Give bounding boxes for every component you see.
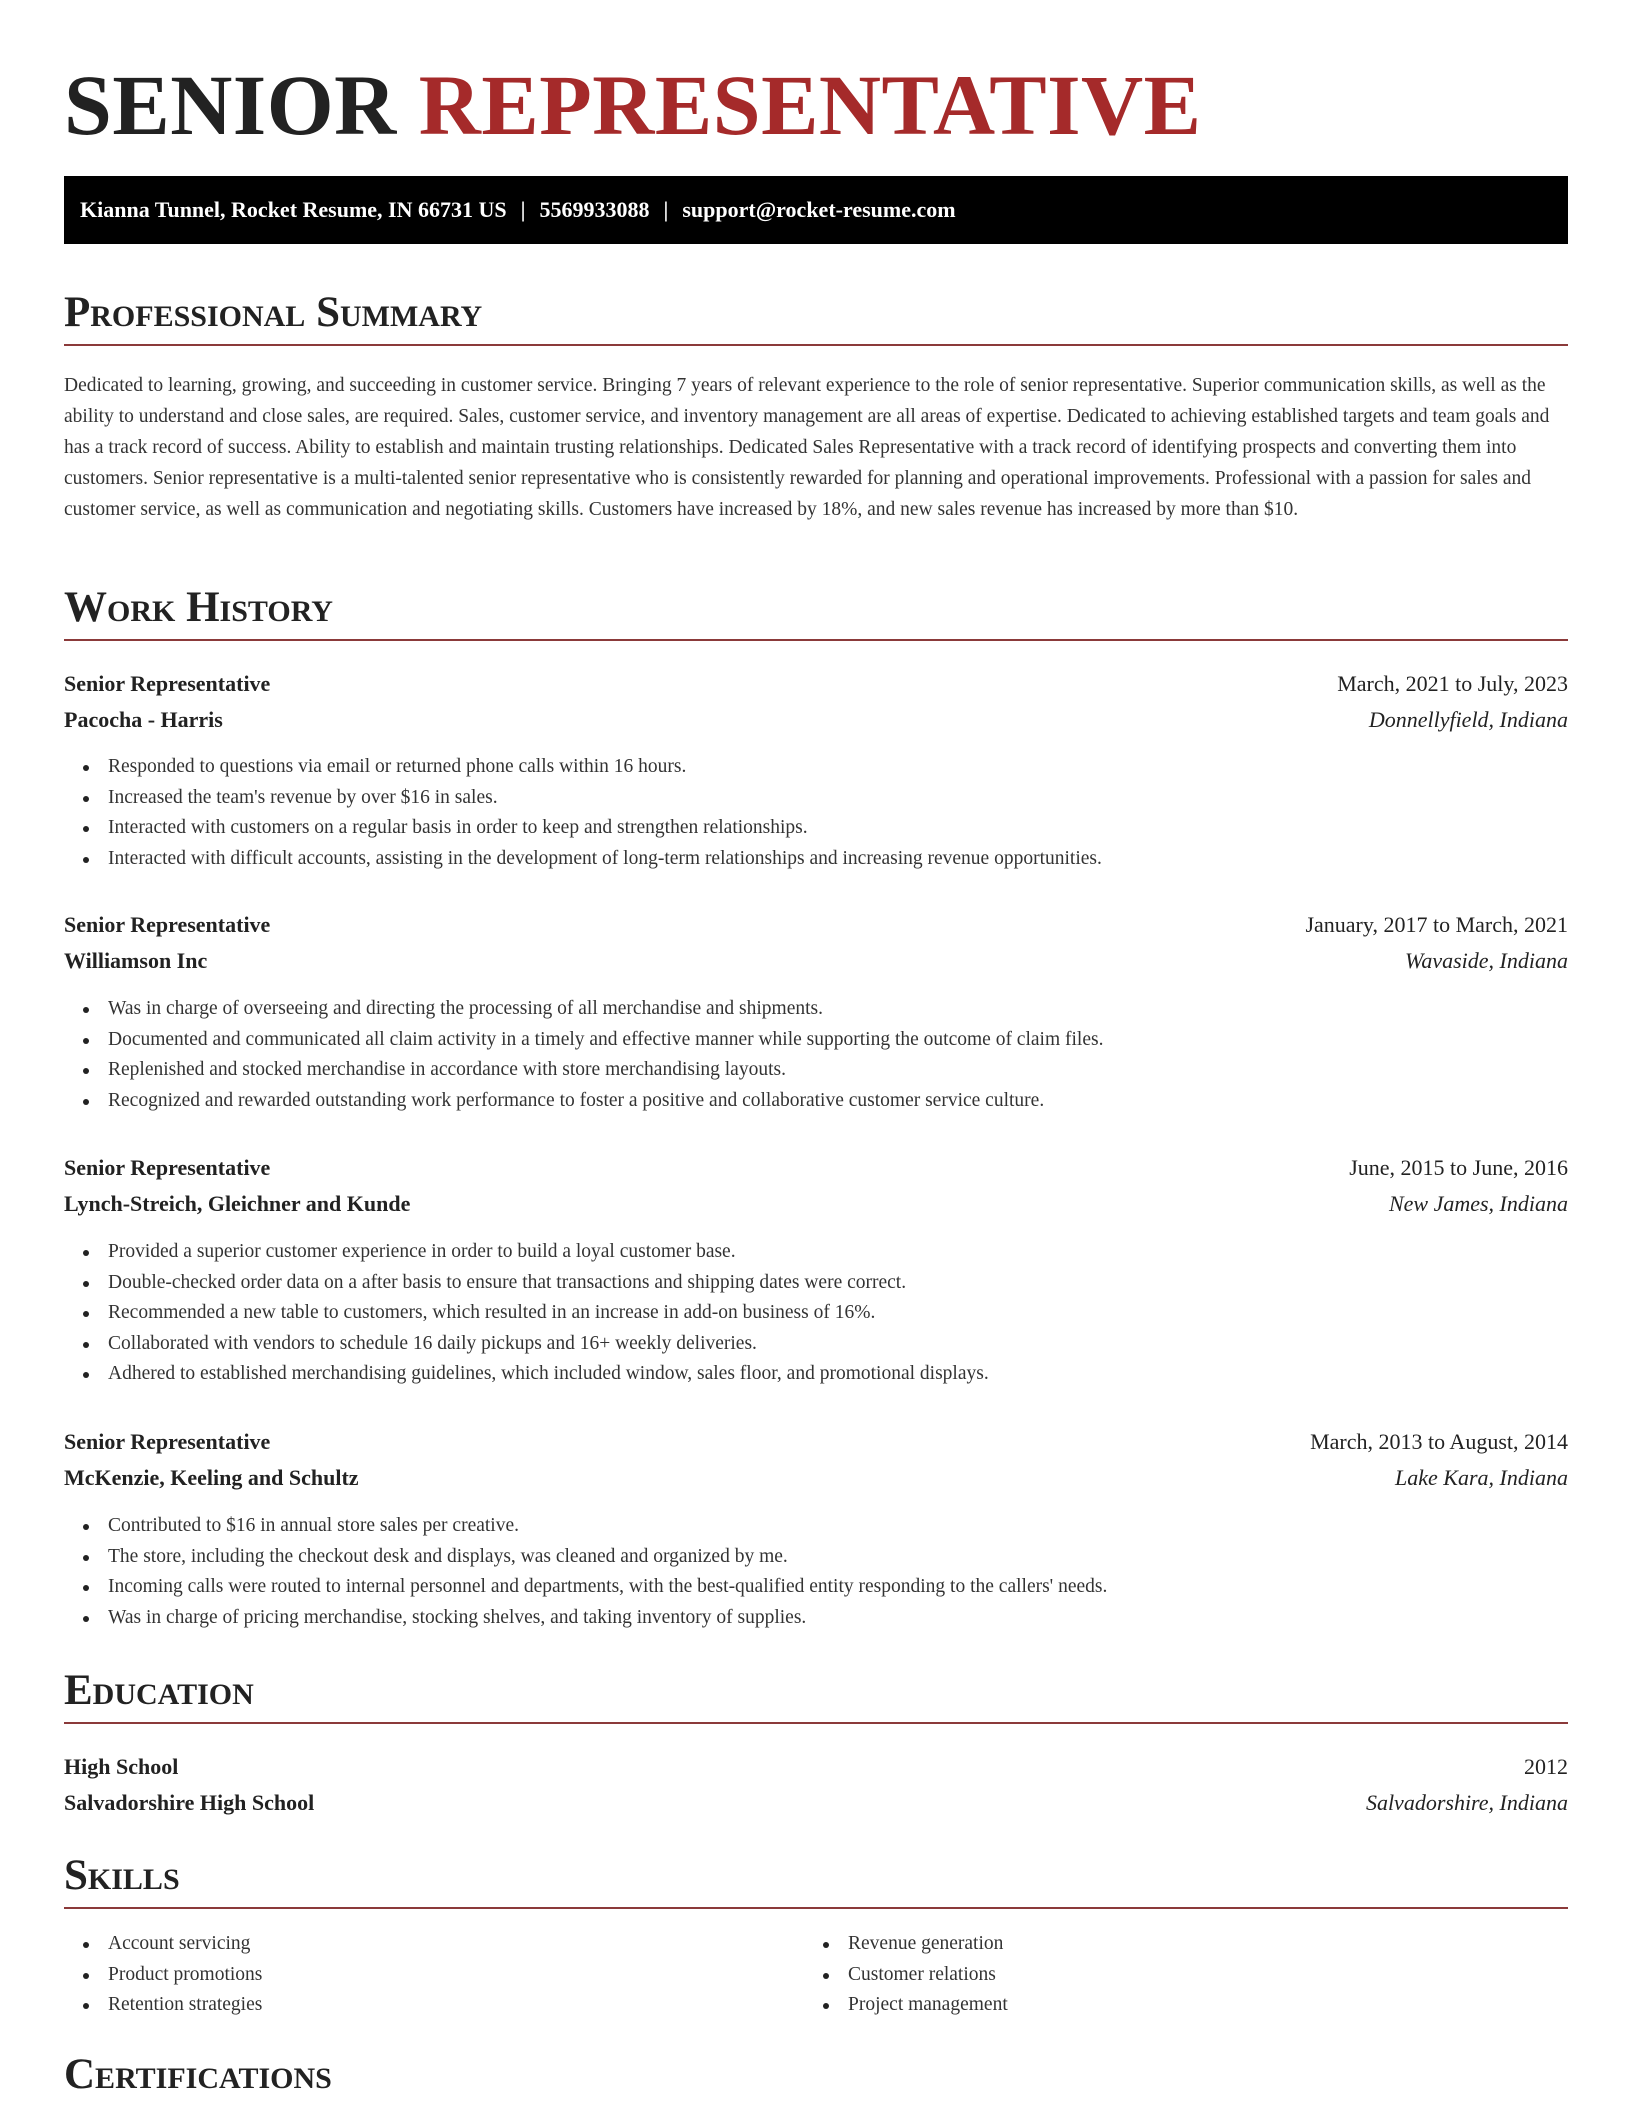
work-history-heading: Work History — [64, 583, 1568, 641]
contact-separator: | — [520, 197, 526, 222]
list-item: Responded to questions via email or returned phone calls within 16 hours. — [64, 752, 1568, 783]
skills-left-list — [64, 1929, 804, 2021]
job-header — [64, 908, 1568, 942]
job-title: Senior Representative — [64, 1429, 271, 1454]
resume-title — [64, 55, 1202, 155]
certifications-heading: Certifications — [64, 2051, 332, 2098]
list-item: Recognized and rewarded outstanding work performance to foster a positive and collaborative customer service culture. — [64, 1086, 1568, 1117]
skills-heading: Skills — [64, 1851, 1568, 1909]
education-heading: Education — [64, 1666, 1568, 1724]
list-item: Incoming calls were routed to internal personnel and departments, with the best-qualified entity responding to the callers' needs. — [64, 1572, 1568, 1603]
job-dates: June, 2015 to June, 2016 — [1349, 1155, 1568, 1180]
job-bullets — [64, 1237, 1568, 1390]
list-item: Revenue generation — [804, 1929, 1568, 1960]
job-location: Wavaside, Indiana — [1405, 948, 1568, 973]
list-item: Double-checked order data on a after basis to ensure that transactions and shipping dates were correct. — [64, 1268, 1568, 1299]
list-item: Adhered to established merchandising guidelines, which included window, sales floor, and promotional displays. — [64, 1359, 1568, 1390]
job-location: Lake Kara, Indiana — [1395, 1465, 1568, 1490]
list-item: Contributed to $16 in annual store sales per creative. — [64, 1511, 1568, 1542]
job-company-row — [64, 1187, 1568, 1221]
job-dates: March, 2021 to July, 2023 — [1337, 671, 1568, 696]
list-item: Collaborated with vendors to schedule 16 daily pickups and 16+ weekly deliveries. — [64, 1329, 1568, 1360]
list-item: Was in charge of overseeing and directing the processing of all merchandise and shipments. — [64, 994, 1568, 1025]
job-bullets — [64, 752, 1568, 874]
job-header — [64, 667, 1568, 701]
list-item: Interacted with difficult accounts, assisting in the development of long-term relationships and increasing revenue opportunities. — [64, 844, 1568, 875]
list-item: Provided a superior customer experience in order to build a loyal customer base. — [64, 1237, 1568, 1268]
job-title: Senior Representative — [64, 912, 271, 937]
contact-bar — [64, 176, 1568, 244]
list-item: Increased the team's revenue by over $16 in sales. — [64, 783, 1568, 814]
summary-heading: Professional Summary — [64, 288, 1568, 346]
title-word-senior: SENIOR — [64, 57, 397, 153]
contact-separator: | — [663, 197, 669, 222]
job-company: Pacocha - Harris — [64, 707, 223, 732]
job-dates: January, 2017 to March, 2021 — [1305, 912, 1568, 937]
education-degree: High School — [64, 1754, 179, 1779]
summary-text: Dedicated to learning, growing, and succeeding in customer service. Bringing 7 years of relevant experience to the role of senior representative. Superior communication skills, as well as the ability to understand and close sales, are required. Sales, customer service, and inventory management are all areas of expertise. Dedicated to achieving established targets and team goals and has a track record of success. Ability to establish and maintain trusting relationships. Dedicated Sales Representative with a track record of identifying prospects and converting them into customers. Senior representative is a multi-talented senior representative who is consistently rewarded for planning and operational improvements. Professional with a passion for sales and customer service, as well as communication and negotiating skills. Customers have increased by 18%, and new sales revenue has increased by more than $10. — [64, 375, 1550, 520]
job-company-row — [64, 703, 1568, 737]
list-item: Project management — [804, 1990, 1568, 2021]
list-item: Interacted with customers on a regular basis in order to keep and strengthen relationships. — [64, 813, 1568, 844]
list-item: Retention strategies — [64, 1990, 804, 2021]
education-location: Salvadorshire, Indiana — [1365, 1790, 1568, 1815]
job-location: Donnellyfield, Indiana — [1368, 707, 1568, 732]
job-company: McKenzie, Keeling and Schultz — [64, 1465, 359, 1490]
education-school-row — [64, 1786, 1568, 1820]
job-bullets — [64, 1511, 1568, 1633]
list-item: Customer relations — [804, 1960, 1568, 1991]
list-item: Account servicing — [64, 1929, 804, 1960]
job-location: New James, Indiana — [1388, 1191, 1568, 1216]
job-company: Lynch-Streich, Gleichner and Kunde — [64, 1191, 411, 1216]
list-item: Replenished and stocked merchandise in accordance with store merchandising layouts. — [64, 1055, 1568, 1086]
education-year: 2012 — [1524, 1754, 1568, 1779]
job-title: Senior Representative — [64, 1155, 271, 1180]
title-word-representative: REPRESENTATIVE — [418, 57, 1202, 153]
job-title: Senior Representative — [64, 671, 271, 696]
job-company: Williamson Inc — [64, 948, 208, 973]
list-item: Product promotions — [64, 1960, 804, 1991]
job-bullets — [64, 994, 1568, 1116]
job-header — [64, 1151, 1568, 1185]
education-school: Salvadorshire High School — [64, 1790, 315, 1815]
job-company-row — [64, 1461, 1568, 1495]
contact-phone: 5569933088 — [539, 197, 650, 222]
skills-right-list — [804, 1929, 1568, 2021]
job-header — [64, 1425, 1568, 1459]
education-header — [64, 1750, 1568, 1784]
job-company-row — [64, 944, 1568, 978]
job-dates: March, 2013 to August, 2014 — [1310, 1429, 1568, 1454]
list-item: Was in charge of pricing merchandise, stocking shelves, and taking inventory of supplies. — [64, 1603, 1568, 1634]
list-item: The store, including the checkout desk and displays, was cleaned and organized by me. — [64, 1542, 1568, 1573]
contact-address: Kianna Tunnel, Rocket Resume, IN 66731 US — [80, 197, 507, 222]
contact-email: support@rocket-resume.com — [682, 197, 956, 222]
list-item: Recommended a new table to customers, which resulted in an increase in add-on business of 16%. — [64, 1298, 1568, 1329]
list-item: Documented and communicated all claim activity in a timely and effective manner while supporting the outcome of claim files. — [64, 1025, 1568, 1056]
